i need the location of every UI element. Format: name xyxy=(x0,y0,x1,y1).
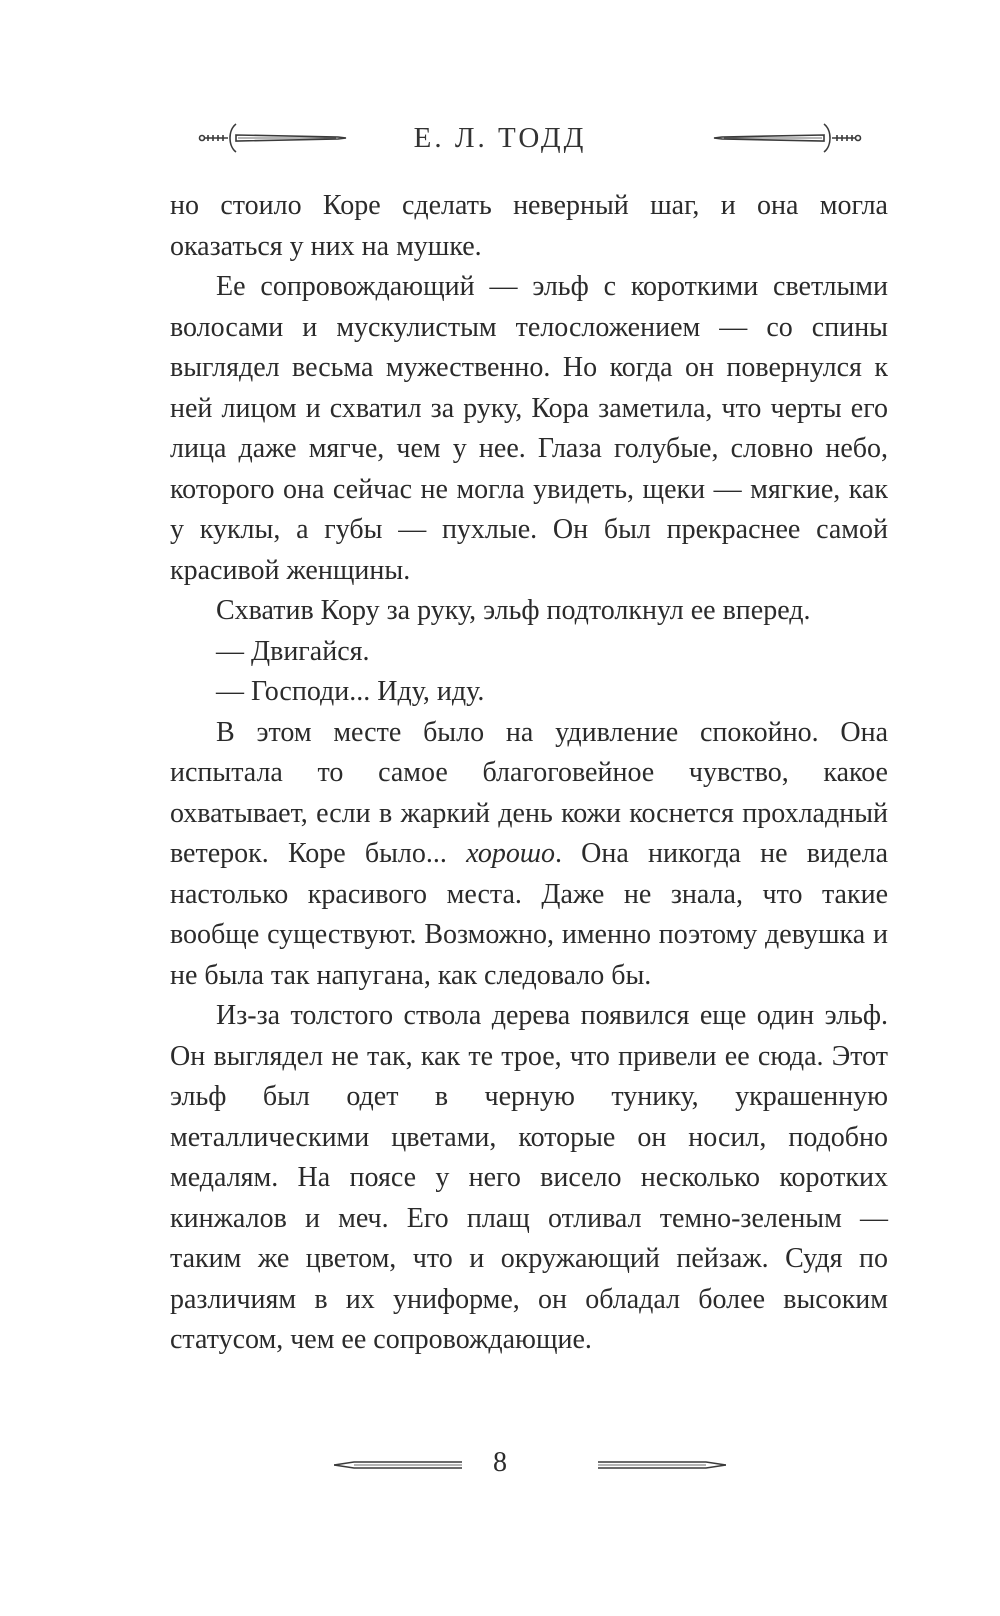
body-text xyxy=(170,186,888,1361)
paragraph-1: но стоило Коре сделать неверный шаг, и она могла оказаться у них на мушке. xyxy=(170,190,888,262)
page-number: 8 xyxy=(493,1447,507,1478)
paragraph-6 xyxy=(170,713,888,997)
page-footer xyxy=(0,1447,1000,1483)
double-rule-right-icon xyxy=(598,1459,726,1471)
emphasis-word: хорошо xyxy=(466,838,555,869)
paragraph-3: Схватив Кору за руку, эльф подтолкнул ее вперед. xyxy=(216,595,811,626)
paragraph-6-text-a: В этом месте было на удивление спокойно. Она испытала то самое благоговейное чувство, какое охватывает, если в жаркий день кожи коснется прохладный ветерок. Коре было... xyxy=(170,716,888,869)
dialogue-line-1: — Двигайся. xyxy=(216,635,370,667)
dialogue-line-2: — Господи... Иду, иду. xyxy=(216,676,485,707)
paragraph-7: Из-за толстого ствола дерева появился еще один эльф. Он выглядел не так, как те трое, что привели ее сюда. Этот эльф был одет в черную тунику, украшенную металлическими цветами, которые он носил, подобно медалям. На поясе у него висело несколько коротких кинжалов и меч. Его плащ отливал темно-зеленым — таким же цветом, что и окружающий пейзаж. Судя по различиям в их униформе, он обладал более высоким статусом, чем ее сопровождающие. xyxy=(170,1000,888,1355)
running-header xyxy=(0,118,1000,158)
paragraph-2: Ее сопровождающий — эльф с короткими светлыми волосами и мускулистым телосложением — со спины выглядел весьма мужественно. Но когда он повернулся к ней лицом и схватил за руку, Кора заметила, что черты его лица даже мягче, чем у нее. Глаза голубые, словно небо, которого она сейчас не могла увидеть, щеки — мягкие, как у куклы, а губы — пухлые. Он был прекраснее самой красивой женщины. xyxy=(170,271,888,586)
paragraph-6-text-b: . Она никогда не видела настолько красивого места. Даже не знала, что такие вообще существуют. Возможно, именно поэтому девушка и не была так напугана, как следовало бы. xyxy=(170,838,888,991)
author-name: Е. Л. ТОДД xyxy=(413,122,587,154)
sword-right-icon xyxy=(712,120,862,156)
